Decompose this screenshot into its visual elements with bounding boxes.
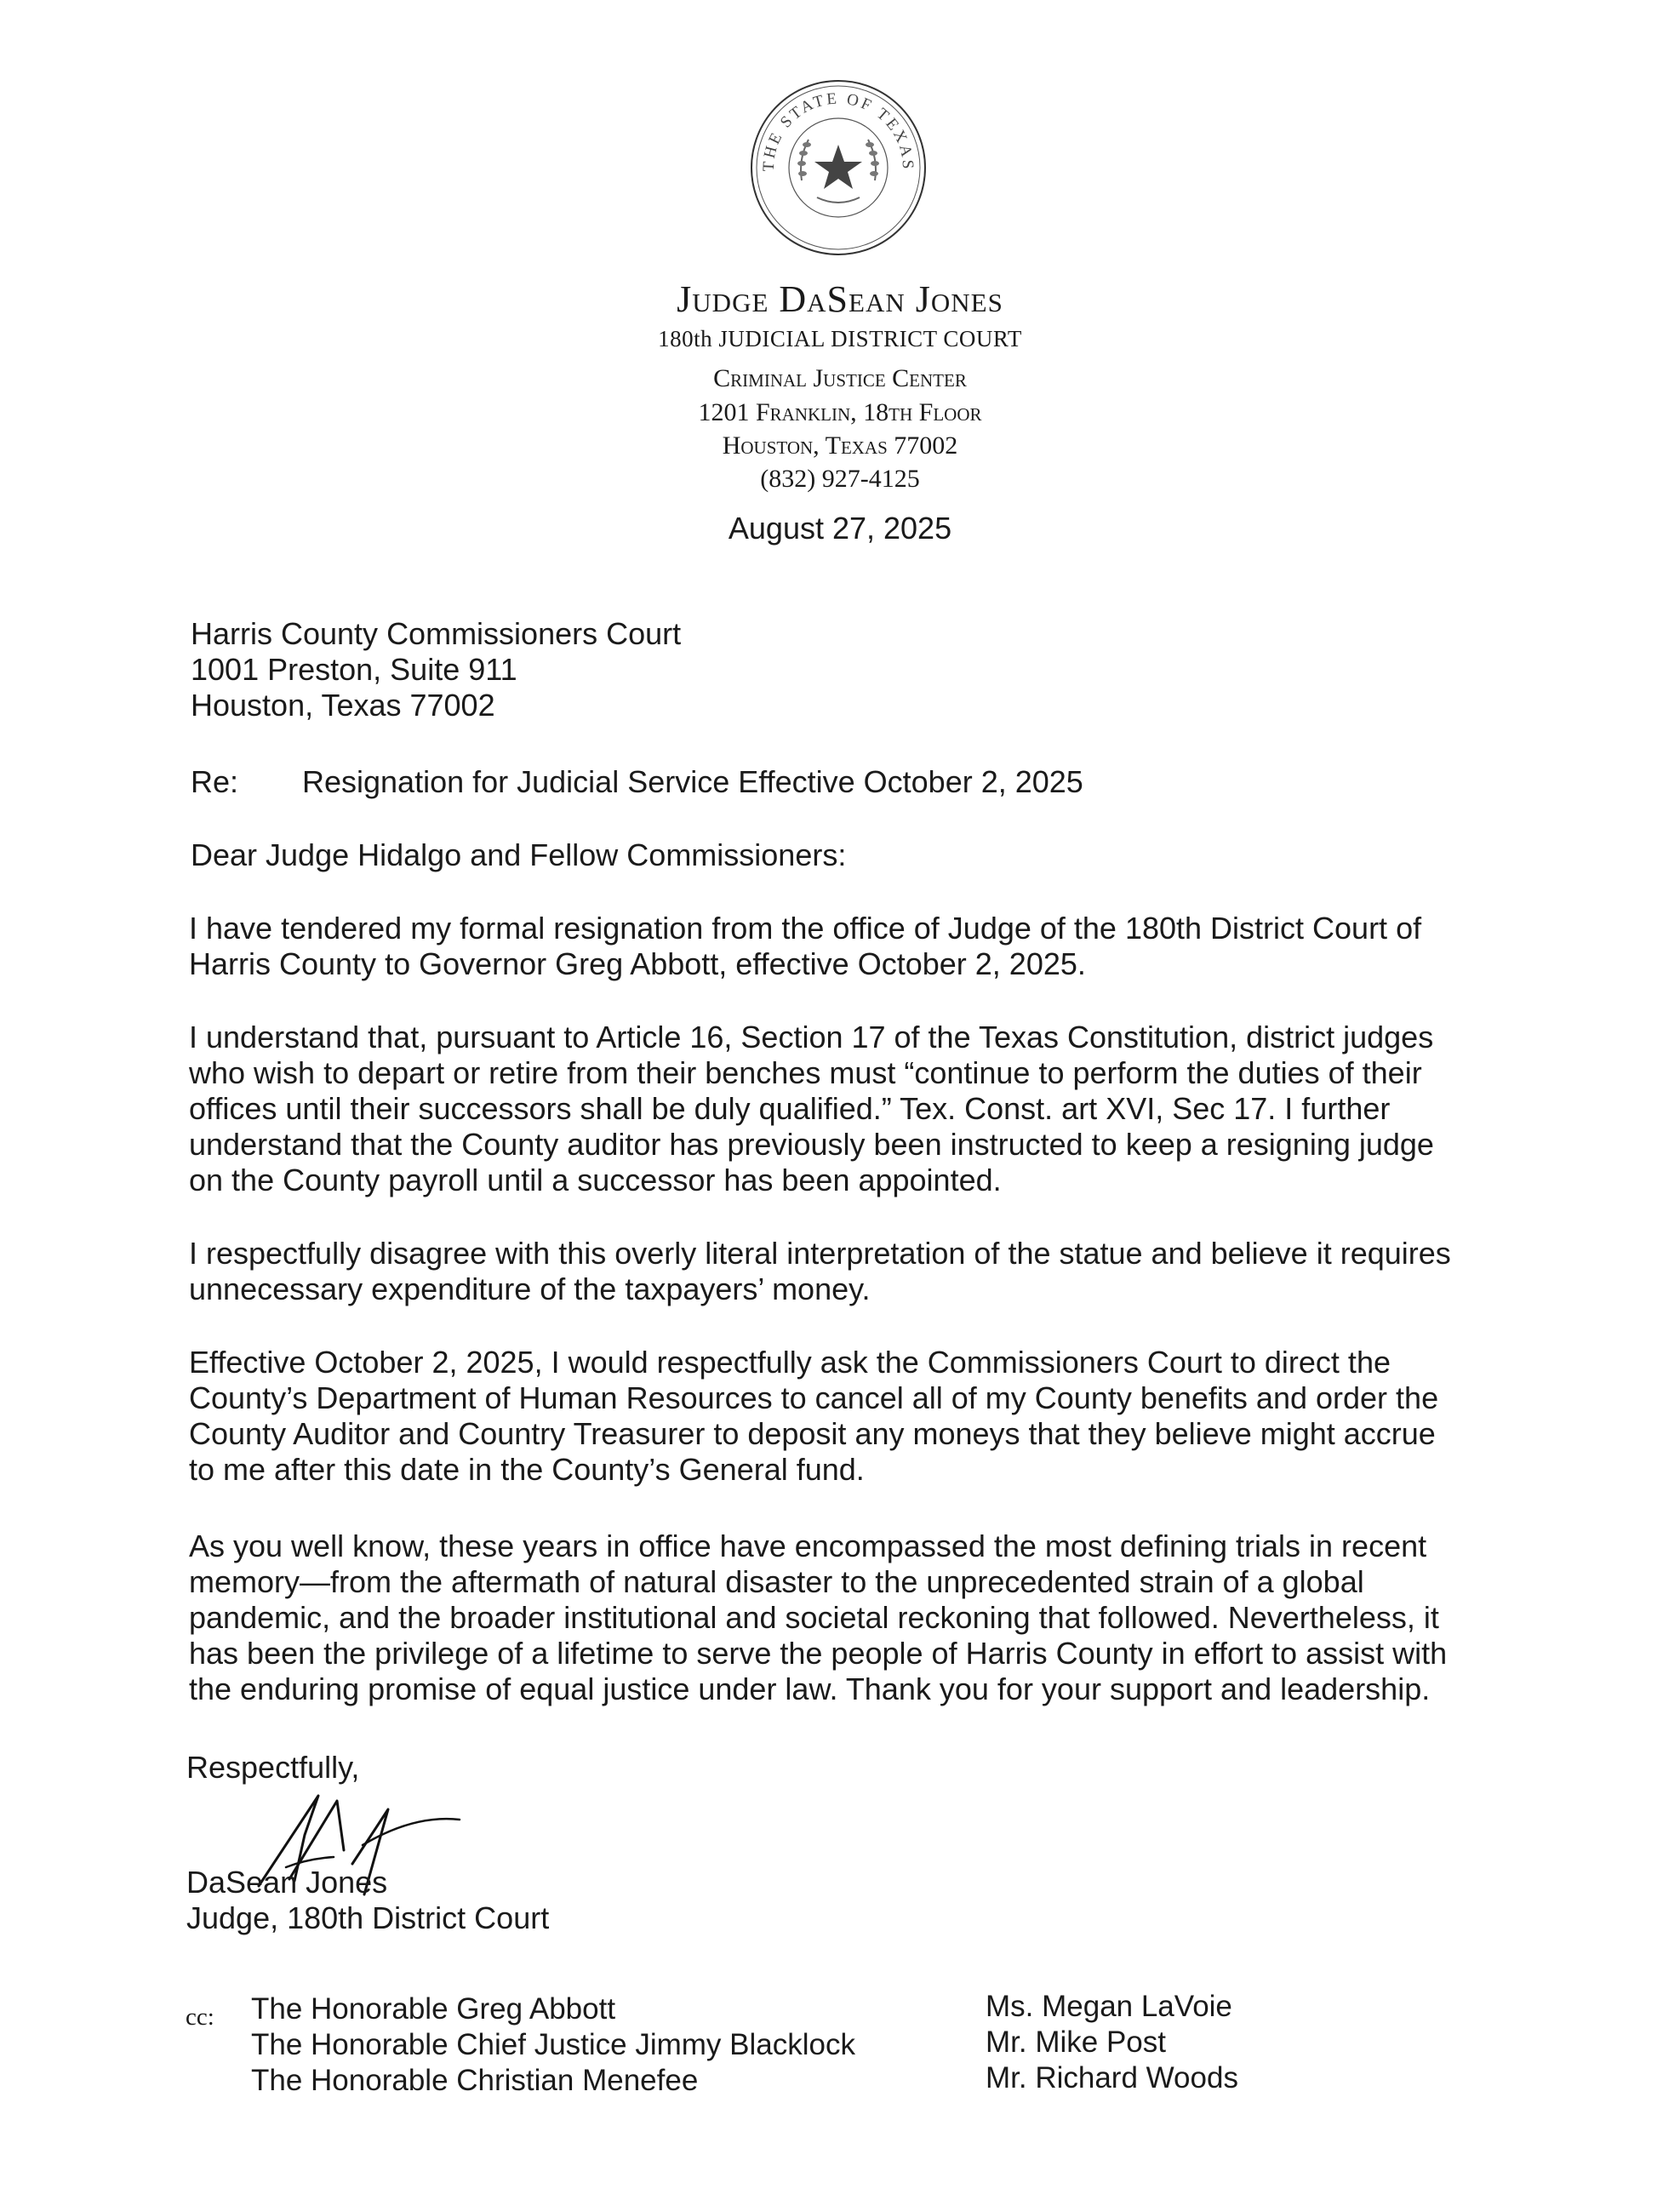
cc-recipient: The Honorable Greg Abbott bbox=[251, 1992, 616, 2026]
recipient-address bbox=[191, 616, 1476, 723]
court-name: 180th JUDICIAL DISTRICT COURT bbox=[658, 326, 1022, 351]
paragraph-line: Harris County to Governor Greg Abbott, effective October 2, 2025. bbox=[189, 946, 1086, 981]
paragraph-line: County’s Department of Human Resources to cancel all of my County benefits and order the bbox=[189, 1380, 1439, 1415]
paragraph-line: has been the privilege of a lifetime to serve the people of Harris County in effort to assist with bbox=[189, 1636, 1448, 1671]
paragraph-line: who wish to depart or retire from their benches must “continue to perform the duties of their bbox=[189, 1055, 1422, 1090]
address-line: Criminal Justice Center bbox=[713, 364, 967, 392]
address-line: 1201 Franklin, 18th Floor bbox=[698, 398, 982, 426]
cc-list-right bbox=[986, 1989, 1238, 2096]
address-line: Houston, Texas 77002 bbox=[722, 431, 958, 460]
paragraph-line: on the County payroll until a successor has been appointed. bbox=[189, 1163, 1002, 1197]
signer-title: Judge, 180th District Court bbox=[186, 1900, 550, 1935]
phone-number: (832) 927-4125 bbox=[760, 465, 920, 493]
recipient-line: 1001 Preston, Suite 911 bbox=[191, 652, 517, 687]
cc-label: cc: bbox=[186, 2003, 214, 2031]
cc-recipient: Mr. Richard Woods bbox=[986, 2061, 1238, 2094]
cc-recipient: The Honorable Chief Justice Jimmy Blacklock bbox=[251, 2028, 855, 2061]
paragraph-line: I understand that, pursuant to Article 16, Section 17 of the Texas Constitution, district judges bbox=[189, 1020, 1434, 1054]
salutation: Dear Judge Hidalgo and Fellow Commissioners: bbox=[191, 837, 847, 872]
cc-recipient: Mr. Mike Post bbox=[986, 2026, 1166, 2059]
letter-date: August 27, 2025 bbox=[728, 511, 952, 546]
svg-text:THE STATE OF TEXAS: THE STATE OF TEXAS bbox=[759, 89, 917, 172]
texas-state-seal bbox=[749, 78, 928, 257]
recipient-line: Harris County Commissioners Court bbox=[191, 616, 682, 651]
subject-text: Resignation for Judicial Service Effective October 2, 2025 bbox=[302, 764, 1083, 799]
body-paragraph bbox=[189, 911, 1474, 982]
recipient-line: Houston, Texas 77002 bbox=[191, 688, 495, 723]
paragraph-line: County Auditor and Country Treasurer to deposit any moneys that they believe might accrue bbox=[189, 1416, 1436, 1451]
closing: Respectfully, bbox=[186, 1750, 360, 1785]
paragraph-line: to me after this date in the County’s General fund. bbox=[189, 1452, 865, 1487]
paragraph-line: memory—from the aftermath of natural disaster to the unprecedented strain of a global bbox=[189, 1564, 1364, 1599]
paragraph-line: As you well know, these years in office have encompassed the most defining trials in recent bbox=[189, 1529, 1427, 1563]
body-paragraph bbox=[189, 1345, 1474, 1488]
body-paragraph bbox=[189, 1529, 1474, 1707]
signer-name: DaSean Jones bbox=[186, 1865, 388, 1900]
body-paragraph bbox=[189, 1236, 1474, 1307]
cc-list-left bbox=[251, 1991, 855, 2099]
subject-label: Re: bbox=[191, 764, 239, 799]
judge-name-heading: Judge DaSean Jones bbox=[677, 278, 1003, 320]
paragraph-line: unnecessary expenditure of the taxpayers’ money. bbox=[189, 1271, 871, 1306]
paragraph-line: pandemic, and the broader institutional and societal reckoning that followed. Nevertheless, it bbox=[189, 1600, 1439, 1635]
paragraph-line: I respectfully disagree with this overly literal interpretation of the statue and believe it requires bbox=[189, 1236, 1451, 1271]
paragraph-line: understand that the County auditor has previously been instructed to keep a resigning judge bbox=[189, 1127, 1434, 1162]
paragraph-line: Effective October 2, 2025, I would respectfully ask the Commissioners Court to direct the bbox=[189, 1345, 1391, 1380]
paragraph-line: the enduring promise of equal justice under law. Thank you for your support and leadership. bbox=[189, 1671, 1431, 1706]
paragraph-line: I have tendered my formal resignation from the office of Judge of the 180th District Court of bbox=[189, 911, 1422, 946]
body-paragraph bbox=[189, 1020, 1474, 1198]
cc-recipient: Ms. Megan LaVoie bbox=[986, 1990, 1232, 2023]
cc-recipient: The Honorable Christian Menefee bbox=[251, 2064, 699, 2097]
paragraph-line: offices until their successors shall be duly qualified.” Tex. Const. art XVI, Sec 17. I further bbox=[189, 1091, 1391, 1126]
